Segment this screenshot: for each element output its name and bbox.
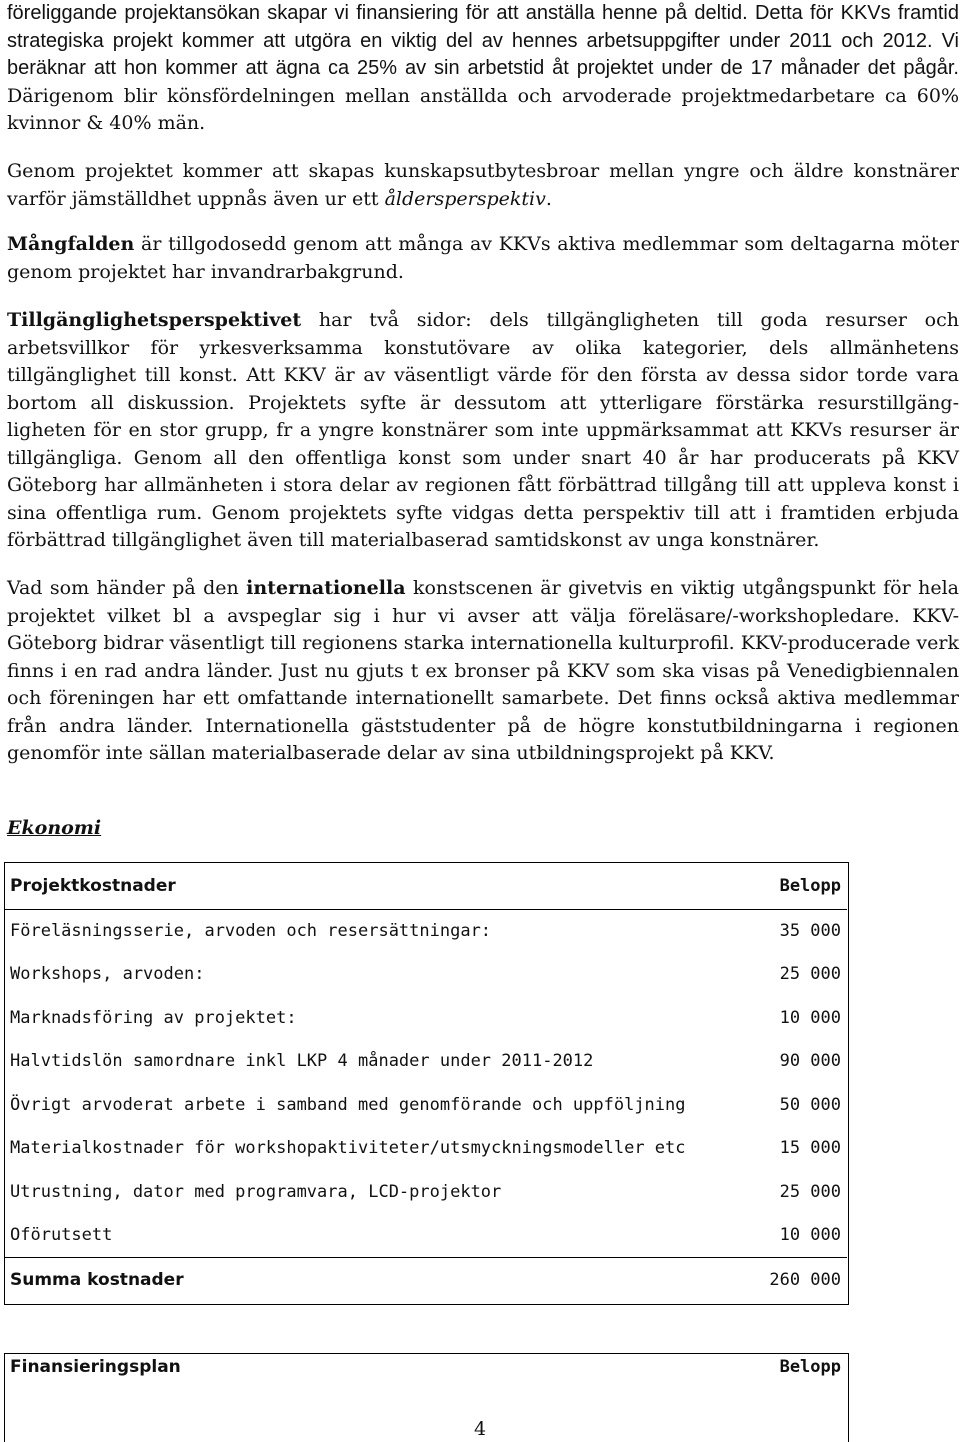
paragraph-international-pre: Vad som händer på den xyxy=(7,577,247,599)
table-row xyxy=(4,1214,847,1258)
paragraph-age-perspective-end: . xyxy=(545,187,552,210)
cost-label: Föreläsningsserie, arvoden och resersättningar: xyxy=(10,921,492,941)
cost-amount: 25 000 xyxy=(779,964,841,985)
costs-total-label: Summa kostnader xyxy=(4,1257,756,1302)
table-row xyxy=(4,996,847,1040)
costs-table-header xyxy=(4,862,847,909)
cost-label: Utrustning, dator med programvara, LCD-projektor xyxy=(10,1181,502,1202)
cost-label: Materialkostnader för workshopaktiviteter/utsmyckningsmodeller etc xyxy=(10,1138,686,1159)
paragraph-staffing xyxy=(7,0,959,138)
paragraph-international-text: konstscenen är givetvis en viktig utgångspunkt för hela projektet vilket bl a avspeglar sig i hur vi avser att välja föreläsare/-workshopledare. KKV-Göteborg bidrar väsentligt till regionens starka internationella kulturprofil. KKV-producerade verk finns i en rad andra länder. Just nu gjuts t ex bronser på KKV som ska visas på Venedigbiennalen och föreningen har ett omfattande internationellt samarbete. Det finns också aktiva medlemmar från andra länder. Internationella gäststudenter på de högre konstutbildningarna i regionen genomför inte sällan materialbaserade delar av sina utbildningsprojekt på KKV. xyxy=(7,577,960,764)
cost-amount: 25 000 xyxy=(779,1181,841,1202)
cost-amount: 50 000 xyxy=(779,1094,841,1115)
paragraph-age-perspective-italic: åldersperspektiv xyxy=(384,187,546,210)
costs-header-label: Projektkostnader xyxy=(4,862,756,909)
page-number: 4 xyxy=(473,1418,487,1440)
paragraph-staffing-sentence-2: Därigenom blir könsfördelningen mellan anställda och arvoderade projektmedarbetare ca 60% kvinnor & 40% män. xyxy=(7,84,959,134)
table-row xyxy=(4,1127,847,1171)
cost-amount: 35 000 xyxy=(779,921,841,941)
cost-amount: 10 000 xyxy=(779,1225,841,1245)
paragraph-accessibility xyxy=(7,307,959,555)
financing-header-amount: Belopp xyxy=(779,1357,841,1377)
table-row xyxy=(4,1083,847,1127)
paragraph-accessibility-bold: Tillgänglighetsperspektivet xyxy=(7,309,302,331)
paragraph-staffing-sentence-1: föreliggande projektansökan skapar vi finansiering för att anställa henne på deltid. Detta för KKVs framtid strategiska projekt kommer att utgöra en viktig del av hennes arbetsuppgifter under 2011 och 2012. Vi beräknar att hon kommer att ägna ca 25% av sin arbetstid åt projektet under de 17 månader det pågår. xyxy=(7,2,959,79)
cost-label: Workshops, arvoden: xyxy=(10,964,205,985)
paragraph-diversity-text: är tillgodosedd genom att många av KKVs aktiva medlemmar som deltagarna möter genom projektet har invandrarbakgrund. xyxy=(7,233,959,283)
paragraph-international-bold: internationella xyxy=(246,577,406,599)
financing-table-header xyxy=(4,1353,847,1381)
costs-table xyxy=(4,862,847,1302)
paragraph-international xyxy=(7,575,959,768)
cost-label: Oförutsett xyxy=(10,1225,113,1245)
cost-label: Halvtidslön samordnare inkl LKP 4 månader under 2011-2012 xyxy=(10,1051,594,1072)
paragraph-age-perspective-text: Genom projektet kommer att skapas kunskapsutbytesbroar mellan yngre och äldre konstnärer varför jämställdhet uppnås även ur ett xyxy=(7,160,959,210)
costs-total-amount: 260 000 xyxy=(756,1257,847,1302)
table-row xyxy=(4,953,847,997)
cost-label: Övrigt arvoderat arbete i samband med genomförande och uppföljning xyxy=(10,1094,686,1115)
financing-table xyxy=(4,1353,847,1381)
cost-amount: 10 000 xyxy=(779,1007,841,1028)
paragraph-diversity-bold: Mångfalden xyxy=(7,233,135,255)
costs-total-row xyxy=(4,1257,847,1302)
section-heading-economy: Ekonomi xyxy=(7,817,102,839)
cost-label: Marknadsföring av projektet: xyxy=(10,1007,297,1028)
financing-header-label: Finansieringsplan xyxy=(10,1357,181,1377)
cost-amount: 15 000 xyxy=(779,1138,841,1159)
paragraph-diversity xyxy=(7,231,959,286)
paragraph-accessibility-text: har två sidor: dels tillgängligheten till goda resurser och arbetsvillkor för yrkesverksamma konstutövare av olika kategorier, dels allmänhetens tillgänglighet till konst. Att KKV är av väsentligt värde för den första av dessa sidor torde vara bortom all diskussion. Projektets syfte är dessutom att ytterligare förstärka resurstillgäng-ligheten för en stor grupp, fr a yngre konstnärer som inte uppmärksammat att KKVs resurser är tillgängliga. Genom all den offentliga konst som under snart 40 år har producerats på KKV Göteborg har allmänheten i stora delar av regionen fått förbättrad tillgång till att uppleva konst i sina offentliga rum. Genom projektets syfte vidgas detta perspektiv till att i framtiden erbjuda förbättrad tillgänglighet även till materialbaserad samtidskonst av unga konstnärer. xyxy=(7,309,959,551)
table-row xyxy=(4,1040,847,1084)
cost-amount: 90 000 xyxy=(779,1051,841,1072)
paragraph-age-perspective xyxy=(7,158,959,213)
costs-header-amount: Belopp xyxy=(756,862,847,909)
table-row xyxy=(4,1170,847,1214)
table-row xyxy=(4,909,847,953)
